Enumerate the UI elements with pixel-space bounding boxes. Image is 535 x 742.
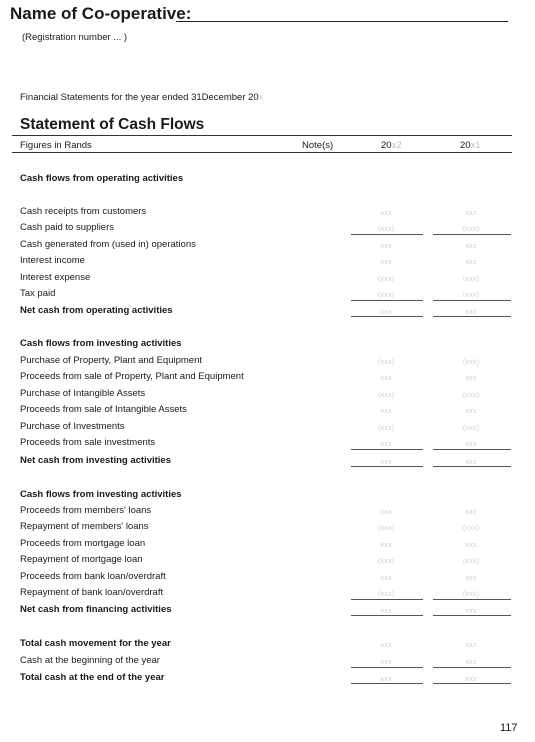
value-current: (xxx) — [377, 357, 395, 366]
value-prior: xxx — [465, 606, 477, 615]
subtotal-line — [351, 599, 423, 600]
prior-year-suffix: x1 — [470, 140, 481, 151]
value-current: xxx — [380, 657, 392, 666]
statement-row: Proceeds from sale investments — [20, 437, 156, 448]
title-rule — [12, 135, 512, 136]
value-current: xxx — [380, 307, 392, 316]
value-prior: (xxx) — [462, 224, 480, 233]
value-current: xxx — [380, 606, 392, 615]
statement-row: Purchase of Property, Plant and Equipment — [20, 355, 203, 366]
value-current: (xxx) — [377, 224, 395, 233]
value-prior: xxx — [465, 406, 477, 415]
statement-row: Repayment of members' loans — [20, 521, 149, 532]
value-prior: (xxx) — [462, 357, 480, 366]
total-line — [433, 615, 511, 616]
value-current: xxx — [380, 674, 392, 683]
value-current: (xxx) — [377, 290, 395, 299]
statement-row: Repayment of bank loan/overdraft — [20, 587, 164, 598]
subtotal-line — [351, 300, 423, 301]
statement-row: Cash receipts from customers — [20, 206, 147, 217]
value-prior: (xxx) — [462, 556, 480, 565]
subtotal-line — [433, 667, 511, 668]
statement-row: Interest income — [20, 255, 85, 266]
value-prior: xxx — [465, 657, 477, 666]
total-line — [351, 615, 423, 616]
header-rule — [12, 152, 512, 153]
column-header-prior-year — [460, 140, 481, 151]
value-current: xxx — [380, 457, 392, 466]
value-prior: (xxx) — [462, 523, 480, 532]
value-prior: xxx — [465, 640, 477, 649]
value-prior: (xxx) — [462, 274, 480, 283]
value-current: xxx — [380, 540, 392, 549]
value-current: xxx — [380, 406, 392, 415]
value-prior: (xxx) — [462, 290, 480, 299]
total-line — [351, 466, 423, 467]
value-current: (xxx) — [377, 423, 395, 432]
statement-row: Cash paid to suppliers — [20, 222, 114, 233]
statement-row: Proceeds from sale of Intangible Assets — [20, 404, 187, 415]
financial-statements-title — [20, 92, 263, 103]
cash-at-beginning: Cash at the beginning of the year — [20, 655, 160, 666]
subtotal-line — [433, 300, 511, 301]
subtotal-line — [351, 667, 423, 668]
value-current: xxx — [380, 208, 392, 217]
column-header-figures: Figures in Rands — [20, 140, 92, 151]
value-current: (xxx) — [377, 390, 395, 399]
investing-total: Net cash from investing activities — [20, 455, 171, 466]
value-prior: xxx — [465, 439, 477, 448]
value-prior: (xxx) — [462, 423, 480, 432]
value-prior: xxx — [465, 674, 477, 683]
statement-row: Repayment of mortgage loan — [20, 554, 143, 565]
value-prior: xxx — [465, 573, 477, 582]
fs-title-text: Financial Statements for the year ended 31December 20 — [20, 92, 259, 103]
value-current: (xxx) — [377, 274, 395, 283]
value-current: (xxx) — [377, 523, 395, 532]
value-prior: xxx — [465, 540, 477, 549]
statement-row: Proceeds from mortgage loan — [20, 538, 146, 549]
value-prior: xxx — [465, 257, 477, 266]
statement-row: Cash generated from (used in) operations — [20, 239, 196, 250]
cooperative-name-label: Name of Co-operative: — [10, 4, 192, 23]
operating-total: Net cash from operating activities — [20, 305, 173, 316]
investing-heading: Cash flows from investing activities — [20, 338, 182, 349]
statement-row: Purchase of Investments — [20, 421, 125, 432]
statement-row: Proceeds from bank loan/overdraft — [20, 571, 166, 582]
value-current: xxx — [380, 640, 392, 649]
total-line — [351, 683, 423, 684]
value-current: (xxx) — [377, 556, 395, 565]
value-current: xxx — [380, 573, 392, 582]
total-line — [433, 316, 511, 317]
page-number: 117 — [500, 722, 518, 734]
value-current: xxx — [380, 257, 392, 266]
value-prior: xxx — [465, 373, 477, 382]
fs-title-year: x — [258, 92, 264, 103]
value-prior: (xxx) — [462, 390, 480, 399]
value-current: (xxx) — [377, 589, 395, 598]
value-prior: xxx — [465, 307, 477, 316]
subtotal-line — [351, 449, 423, 450]
total-cash-movement: Total cash movement for the year — [20, 638, 171, 649]
cooperative-name-line — [176, 21, 508, 22]
column-header-current-year — [381, 140, 402, 151]
subtotal-line — [433, 599, 511, 600]
statement-title: Statement of Cash Flows — [20, 116, 205, 133]
current-year-prefix: 20 — [381, 140, 392, 151]
value-current: xxx — [380, 507, 392, 516]
subtotal-line — [433, 234, 511, 235]
registration-number: (Registration number ... ) — [22, 32, 128, 43]
column-header-notes: Note(s) — [302, 140, 334, 151]
value-current: xxx — [380, 439, 392, 448]
subtotal-line — [351, 234, 423, 235]
current-year-suffix: x2 — [391, 140, 402, 151]
total-cash-at-end: Total cash at the end of the year — [20, 672, 165, 683]
value-prior: xxx — [465, 208, 477, 217]
prior-year-prefix: 20 — [460, 140, 471, 151]
value-prior: (xxx) — [462, 589, 480, 598]
statement-row: Tax paid — [20, 288, 56, 299]
financing-heading: Cash flows from investing activities — [20, 489, 182, 500]
statement-row: Proceeds from members' loans — [20, 505, 152, 516]
value-prior: xxx — [465, 457, 477, 466]
value-current: xxx — [380, 373, 392, 382]
total-line — [351, 316, 423, 317]
total-line — [433, 466, 511, 467]
statement-row: Proceeds from sale of Property, Plant and Equipment — [20, 371, 244, 382]
value-current: xxx — [380, 241, 392, 250]
statement-row: Purchase of Intangible Assets — [20, 388, 146, 399]
total-line — [433, 683, 511, 684]
financing-total: Net cash from financing activities — [20, 604, 172, 615]
operating-heading: Cash flows from operating activities — [20, 173, 184, 184]
value-prior: xxx — [465, 241, 477, 250]
subtotal-line — [433, 449, 511, 450]
statement-row: Interest expense — [20, 272, 91, 283]
value-prior: xxx — [465, 507, 477, 516]
